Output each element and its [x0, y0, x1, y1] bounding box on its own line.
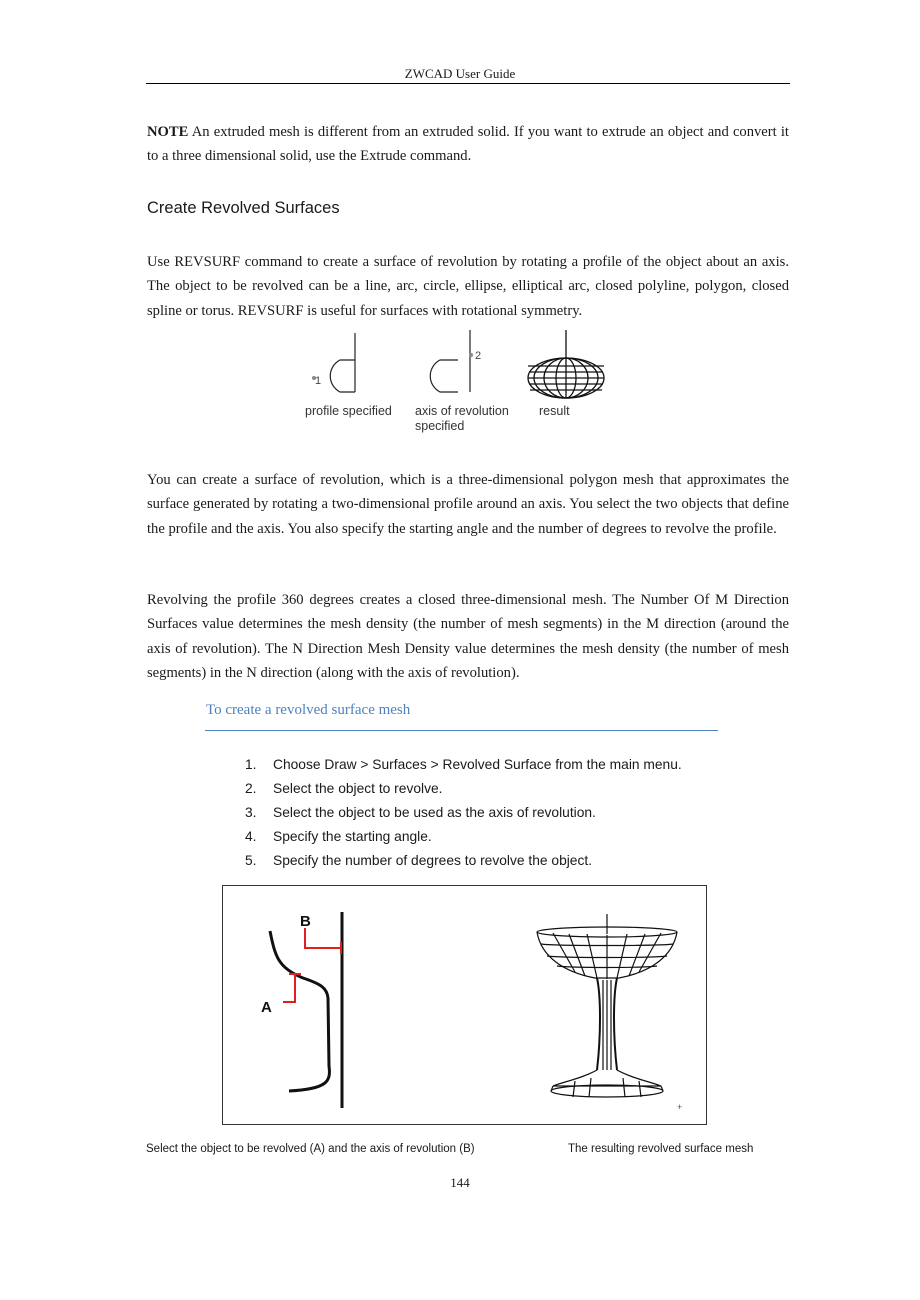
caption-left: Select the object to be revolved (A) and the axis of revolution (B): [146, 1143, 475, 1155]
procedure-steps: [245, 753, 682, 873]
goblet-profile-curve: [270, 931, 329, 1091]
revolution-paragraph: You can create a surface of revolution, which is a three-dimensional polygon mesh that approximates the surface generated by rotating a two-dimensional profile around an axis. You select the two objects that define the profile and the axis. You also specify the starting angle and the number of degrees to revolve the profile.: [147, 472, 789, 537]
goblet-figure-canvas: [223, 886, 705, 1123]
page-number: 144: [450, 1175, 470, 1190]
revolved-goblet-mesh: [537, 914, 677, 1097]
note-paragraph: [147, 120, 789, 169]
step-number: 5.: [245, 853, 257, 868]
step-item: [245, 753, 682, 777]
marker-2: 2: [475, 350, 482, 362]
procedure-heading: To create a revolved surface mesh: [206, 702, 411, 718]
label-result: result: [539, 404, 570, 418]
step-item: [245, 849, 682, 873]
step-item: [245, 801, 682, 825]
label-axis-specified: specified: [415, 419, 465, 433]
marker-a-bracket: [283, 974, 301, 1002]
procedure-divider: [205, 730, 718, 731]
axis-specified-diagram: [430, 330, 473, 392]
marker-1: 1: [315, 375, 322, 387]
header-divider: [146, 83, 790, 84]
label-b: B: [300, 913, 311, 930]
caption-right: The resulting revolved surface mesh: [568, 1143, 754, 1155]
result-torus-icon: [528, 330, 604, 398]
marker-b-bracket: [305, 928, 341, 954]
ucs-cross-icon: +: [677, 1102, 683, 1112]
revolved-goblet-figure: [222, 885, 707, 1125]
step-text: Select the object to revolve.: [273, 781, 443, 796]
label-profile-specified: profile specified: [305, 404, 392, 418]
note-label: NOTE: [147, 124, 189, 140]
step-text: Select the object to be used as the axis of revolution.: [273, 805, 596, 820]
note-text: An extruded mesh is different from an extruded solid. If you want to extrude an object and convert it to a three dimensional solid, use the Extrude command.: [147, 124, 789, 165]
mesh-density-paragraph: Revolving the profile 360 degrees creates a closed three-dimensional mesh. The Number Of M Direction Surfaces value determines the mesh density (the number of mesh segments) in the M direction (around the axis of revolution). The N Direction Mesh Density value determines the mesh density (the number of mesh segments) in the N direction (along with the axis of revolution).: [147, 592, 789, 681]
step-number: 2.: [245, 781, 257, 796]
step-number: 3.: [245, 805, 257, 820]
step-text: Specify the number of degrees to revolve the object.: [273, 853, 593, 868]
header-title: ZWCAD User Guide: [404, 66, 516, 81]
step-text: Choose Draw > Surfaces > Revolved Surface from the main menu.: [273, 757, 682, 772]
step-number: 4.: [245, 829, 257, 844]
label-axis-of-revolution: axis of revolution: [415, 404, 509, 418]
label-a: A: [261, 999, 272, 1016]
section-heading: Create Revolved Surfaces: [147, 199, 340, 217]
step-item: [245, 825, 682, 849]
step-text: Specify the starting angle.: [273, 829, 432, 844]
revsurf-steps-figure: [300, 328, 640, 438]
step-item: [245, 777, 682, 801]
intro-paragraph: Use REVSURF command to create a surface of revolution by rotating a profile of the object about an axis. The object to be revolved can be a line, arc, circle, ellipse, elliptical arc, closed polyline, polygon, closed spline or torus. REVSURF is useful for surfaces with rotational symmetry.: [147, 254, 789, 319]
step-number: 1.: [245, 757, 257, 772]
